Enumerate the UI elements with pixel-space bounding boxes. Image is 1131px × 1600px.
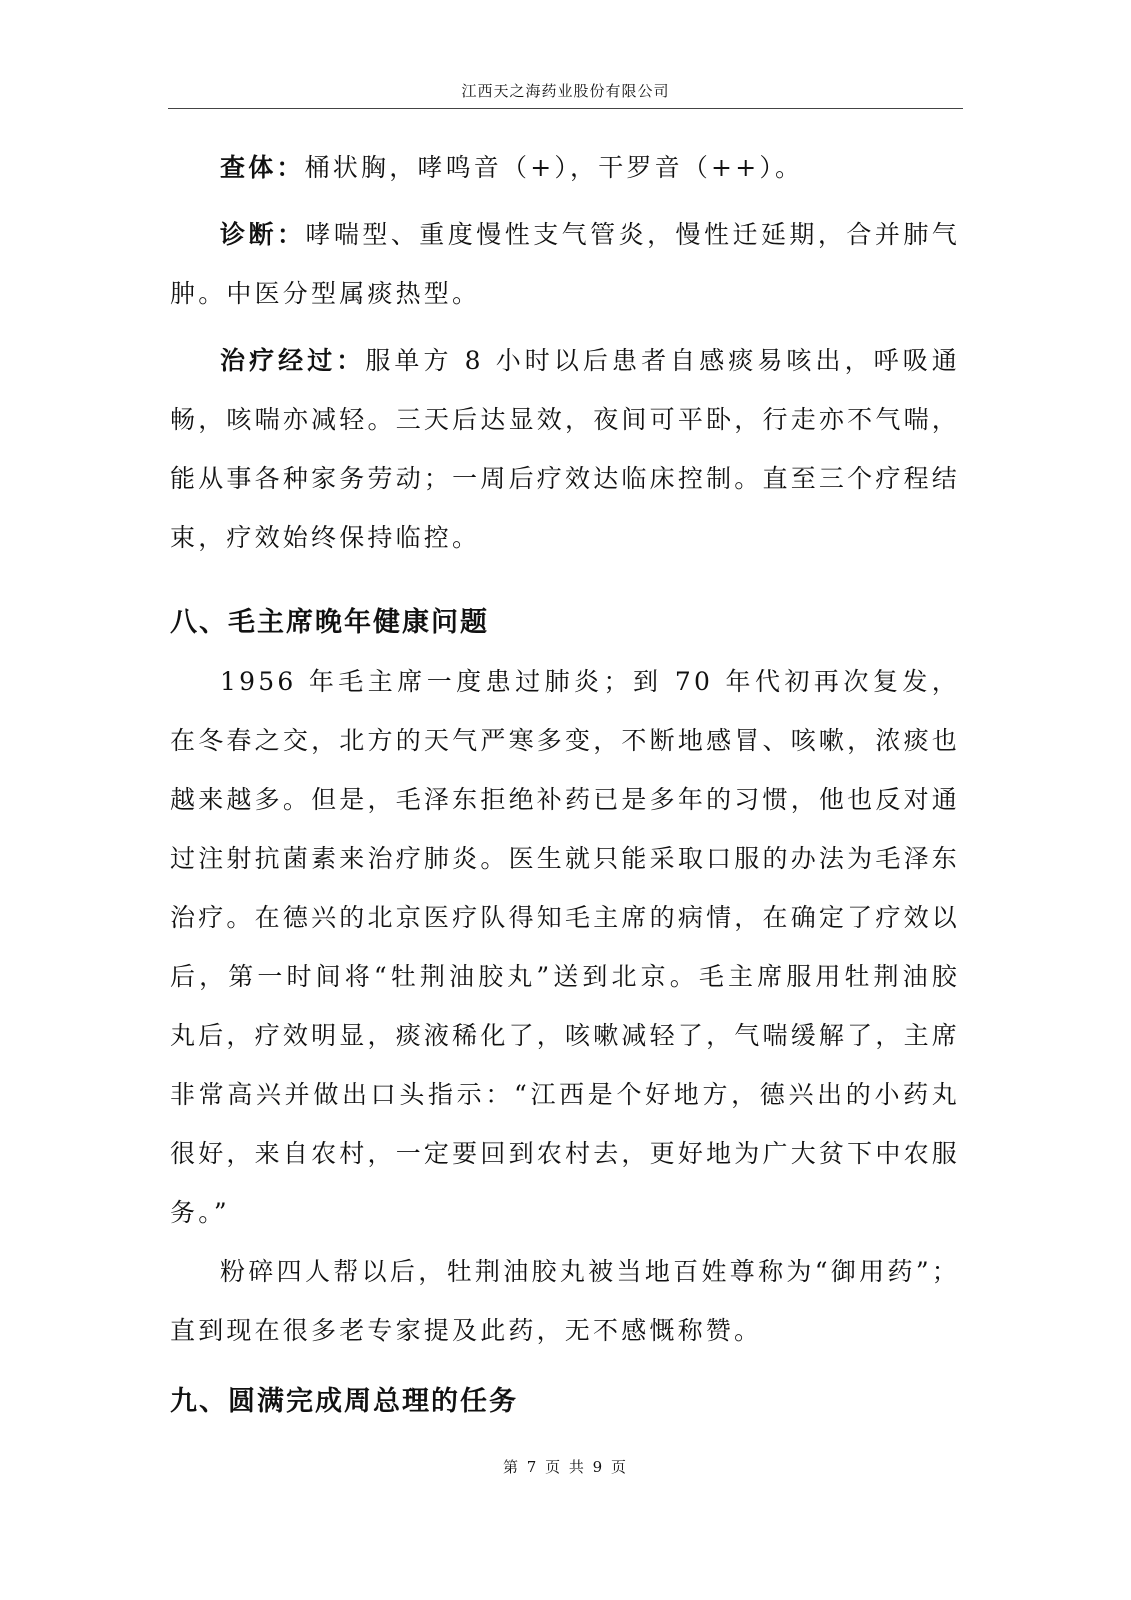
page-header: 江西天之海药业股份有限公司 — [461, 82, 670, 100]
header-rule — [168, 108, 963, 109]
treatment-paragraph — [170, 331, 960, 567]
treatment-text: 服单方 8 小时以后患者自感痰易咳出，呼吸通畅，咳喘亦减轻。三天后达显效，夜间可平卧，行走亦不气喘，能从事各种家务劳动；一周后疗效达临床控制。直至三个疗程结束，疗效始终保持临控。 — [170, 346, 960, 552]
diagnosis-text: 哮喘型、重度慢性支气管炎，慢性迁延期，合并肺气肿。中医分型属痰热型。 — [170, 220, 960, 308]
exam-text: 桶状胸，哮鸣音（+），干罗音（++）。 — [304, 153, 804, 182]
section-8-paragraph-2: 粉碎四人帮以后，牡荆油胶丸被当地百姓尊称为“御用药”；直到现在很多老专家提及此药，无不感慨称赞。 — [170, 1257, 960, 1345]
section-8-paragraph-1: 1956 年毛主席一度患过肺炎；到 70 年代初再次复发，在冬春之交，北方的天气严寒多变，不断地感冒、咳嗽，浓痰也越来越多。但是，毛泽东拒绝补药已是多年的习惯，他也反对通过注射抗菌素来治疗肺炎。医生就只能采取口服的办法为毛泽东治疗。在德兴的北京医疗队得知毛主席的病情，在确定了疗效以后，第一时间将“牡荆油胶丸”送到北京。毛主席服用牡荆油胶丸后，疗效明显，痰液稀化了，咳嗽减轻了，气喘缓解了，主席非常高兴并做出口头指示：“江西是个好地方，德兴出的小药丸很好，来自农村，一定要回到农村去，更好地为广大贫下中农服务。” — [170, 667, 960, 1227]
exam-paragraph — [170, 138, 960, 197]
treatment-label: 治疗经过： — [220, 346, 366, 375]
page-footer: 第 7 页 共 9 页 — [503, 1458, 628, 1476]
page-content — [170, 138, 960, 1431]
section-8-heading: 八、毛主席晚年健康问题 — [170, 607, 489, 638]
exam-label: 查体： — [220, 153, 305, 182]
section-9-heading: 九、圆满完成周总理的任务 — [170, 1386, 518, 1417]
diagnosis-label: 诊断： — [220, 220, 306, 249]
diagnosis-paragraph — [170, 205, 960, 323]
